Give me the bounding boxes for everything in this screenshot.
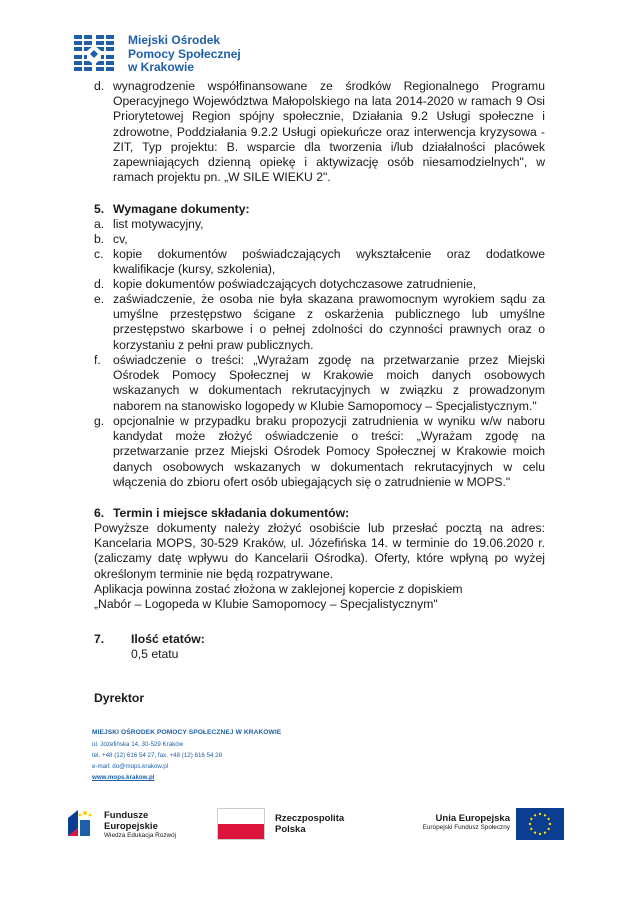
rp-line2: Polska <box>275 824 306 835</box>
footer-org-name: MIEJSKI OŚRODEK POMOCY SPOŁECZNEJ W KRAKOWIE <box>92 729 282 736</box>
unia-europejska-label <box>398 813 510 831</box>
eu-flag-icon <box>516 808 564 840</box>
section6-envelope-label: „Nabór – Logopeda w Klubie Samopomocy – Specjalistycznym" <box>94 597 438 611</box>
list-item: zaświadczenie, że osoba nie była skazana prawomocnym wyrokiem sądu za umyślne przestępstwo ścigane z oskarżenia publicznego lub umyślne przestępstwo skarbowe i o pełnej zdolności do czynności prawnych oraz o korzystaniu z pełni praw publicznych. <box>113 292 545 352</box>
item-d-text: wynagrodzenie współfinansowane ze środków Regionalnego Programu Operacyjnego Województwa Małopolskiego na lata 2014-2020 w ramach 9 Osi Priorytetowej Region spójny społecznie, Działania 9.2 Usługi społeczne i zdrowotne, Poddziałania 9.2.2 Usługi opiekuńcze oraz interwencja kryzysowa - ZIT, Typ projektu: B. wsparcie dla tworzenia i/lub działalności placówek zapewniających dzienną opiekę i aktywizację osób niesamodzielnych", w ramach projektu pn. „W SILE WIEKU 2". <box>113 79 545 185</box>
ue-line2: Europejski Fundusz Społeczny <box>422 824 510 831</box>
footer-email[interactable]: e-mail: do@mops.krakow.pl <box>92 763 169 770</box>
footer-website-link[interactable]: www.mops.krakow.pl <box>92 774 155 781</box>
section7-title: Ilość etatów: <box>131 632 205 646</box>
list-item: kopie dokumentów poświadczających wykształcenie oraz dodatkowe kwalifikacje (kursy, szkolenia), <box>113 247 545 277</box>
list-item: oświadczenie o treści: „Wyrażam zgodę na przetwarzanie przez Miejski Ośrodek Pomocy Społecznej w Krakowie moich danych osobowych wskazanych w dokumentach rekrutacyjnych w związku z prowadzonym naborem na stanowisko logopedy w Klubie Samopomocy – Specjalistycznym." <box>113 353 545 413</box>
list-item-marker: g. <box>94 414 105 428</box>
polish-flag-icon <box>217 808 265 840</box>
fundusze-europejskie-label <box>104 810 176 839</box>
section5-title: Wymagane dokumenty: <box>113 202 250 216</box>
list-item-marker: f. <box>94 353 101 367</box>
list-item: cv, <box>113 232 128 246</box>
section7-number: 7. <box>94 632 105 646</box>
section7-value: 0,5 etatu <box>131 647 179 661</box>
section6-paragraph: Powyższe dokumenty należy złożyć osobiście lub przesłać pocztą na adres: Kancelaria MOPS, 30-529 Kraków, ul. Józefińska 14. w terminie do 19.06.2020 r. (zaliczamy datę wpływu do Kancelarii Ośrodka). Oferty, które wpłyną po wyżej określonym terminie nie będą rozpatrywane. <box>94 521 545 581</box>
section6-number: 6. <box>94 506 105 520</box>
fe-line2: Europejskie <box>104 821 158 832</box>
fe-line1: Fundusze <box>104 810 149 821</box>
section6-envelope-note: Aplikacja powinna zostać złożona w zaklejonej kopercie z dopiskiem <box>94 582 463 596</box>
header-org-line1: Miejski Ośrodek <box>128 33 221 47</box>
list-item-marker: a. <box>94 217 105 231</box>
rp-line1: Rzeczpospolita <box>275 813 345 824</box>
list-item: opcjonalnie w przypadku braku propozycji zatrudnienia w wyniku w/w naboru kandydat może złożyć oświadczenie o treści: „Wyrażam zgodę na przetwarzanie przez Miejski Ośrodek Pomocy Społecznej w Krakowie moich danych osobowych wskazanych w dokumentach rekrutacyjnych w celu włączenia do zbioru ofert osób ubiegających się o zatrudnienie w MOPS." <box>113 414 545 489</box>
item-d-marker: d. <box>94 79 105 93</box>
list-item: kopie dokumentów poświadczających dotychczasowe zatrudnienie, <box>113 277 477 291</box>
fe-line3: Wiedza Edukacja Rozwój <box>104 832 177 839</box>
list-item-marker: d. <box>94 277 105 291</box>
fundusze-europejskie-logo-icon <box>64 806 98 840</box>
section6-title: Termin i miejsce składania dokumentów: <box>113 506 350 520</box>
ue-line1: Unia Europejska <box>435 813 510 824</box>
rzeczpospolita-polska-label <box>275 813 344 835</box>
header-org-line2: Pomocy Społecznej <box>128 46 241 61</box>
list-item-marker: c. <box>94 247 104 261</box>
signature-title: Dyrektor <box>94 691 145 705</box>
footer-phone: tel. +48 (12) 616 54 27, fax. +48 (12) 616 54 28 <box>92 752 223 759</box>
list-item-marker: e. <box>94 292 105 306</box>
section5-number: 5. <box>94 202 105 216</box>
mops-logo-mark-icon <box>74 35 114 73</box>
list-item: list motywacyjny, <box>113 217 204 231</box>
header-org-line3: w Krakowie <box>128 60 195 74</box>
header-org-name <box>128 34 241 75</box>
footer-address: ul. Józefińska 14, 30-529 Kraków <box>92 741 184 748</box>
list-item-marker: b. <box>94 232 105 246</box>
